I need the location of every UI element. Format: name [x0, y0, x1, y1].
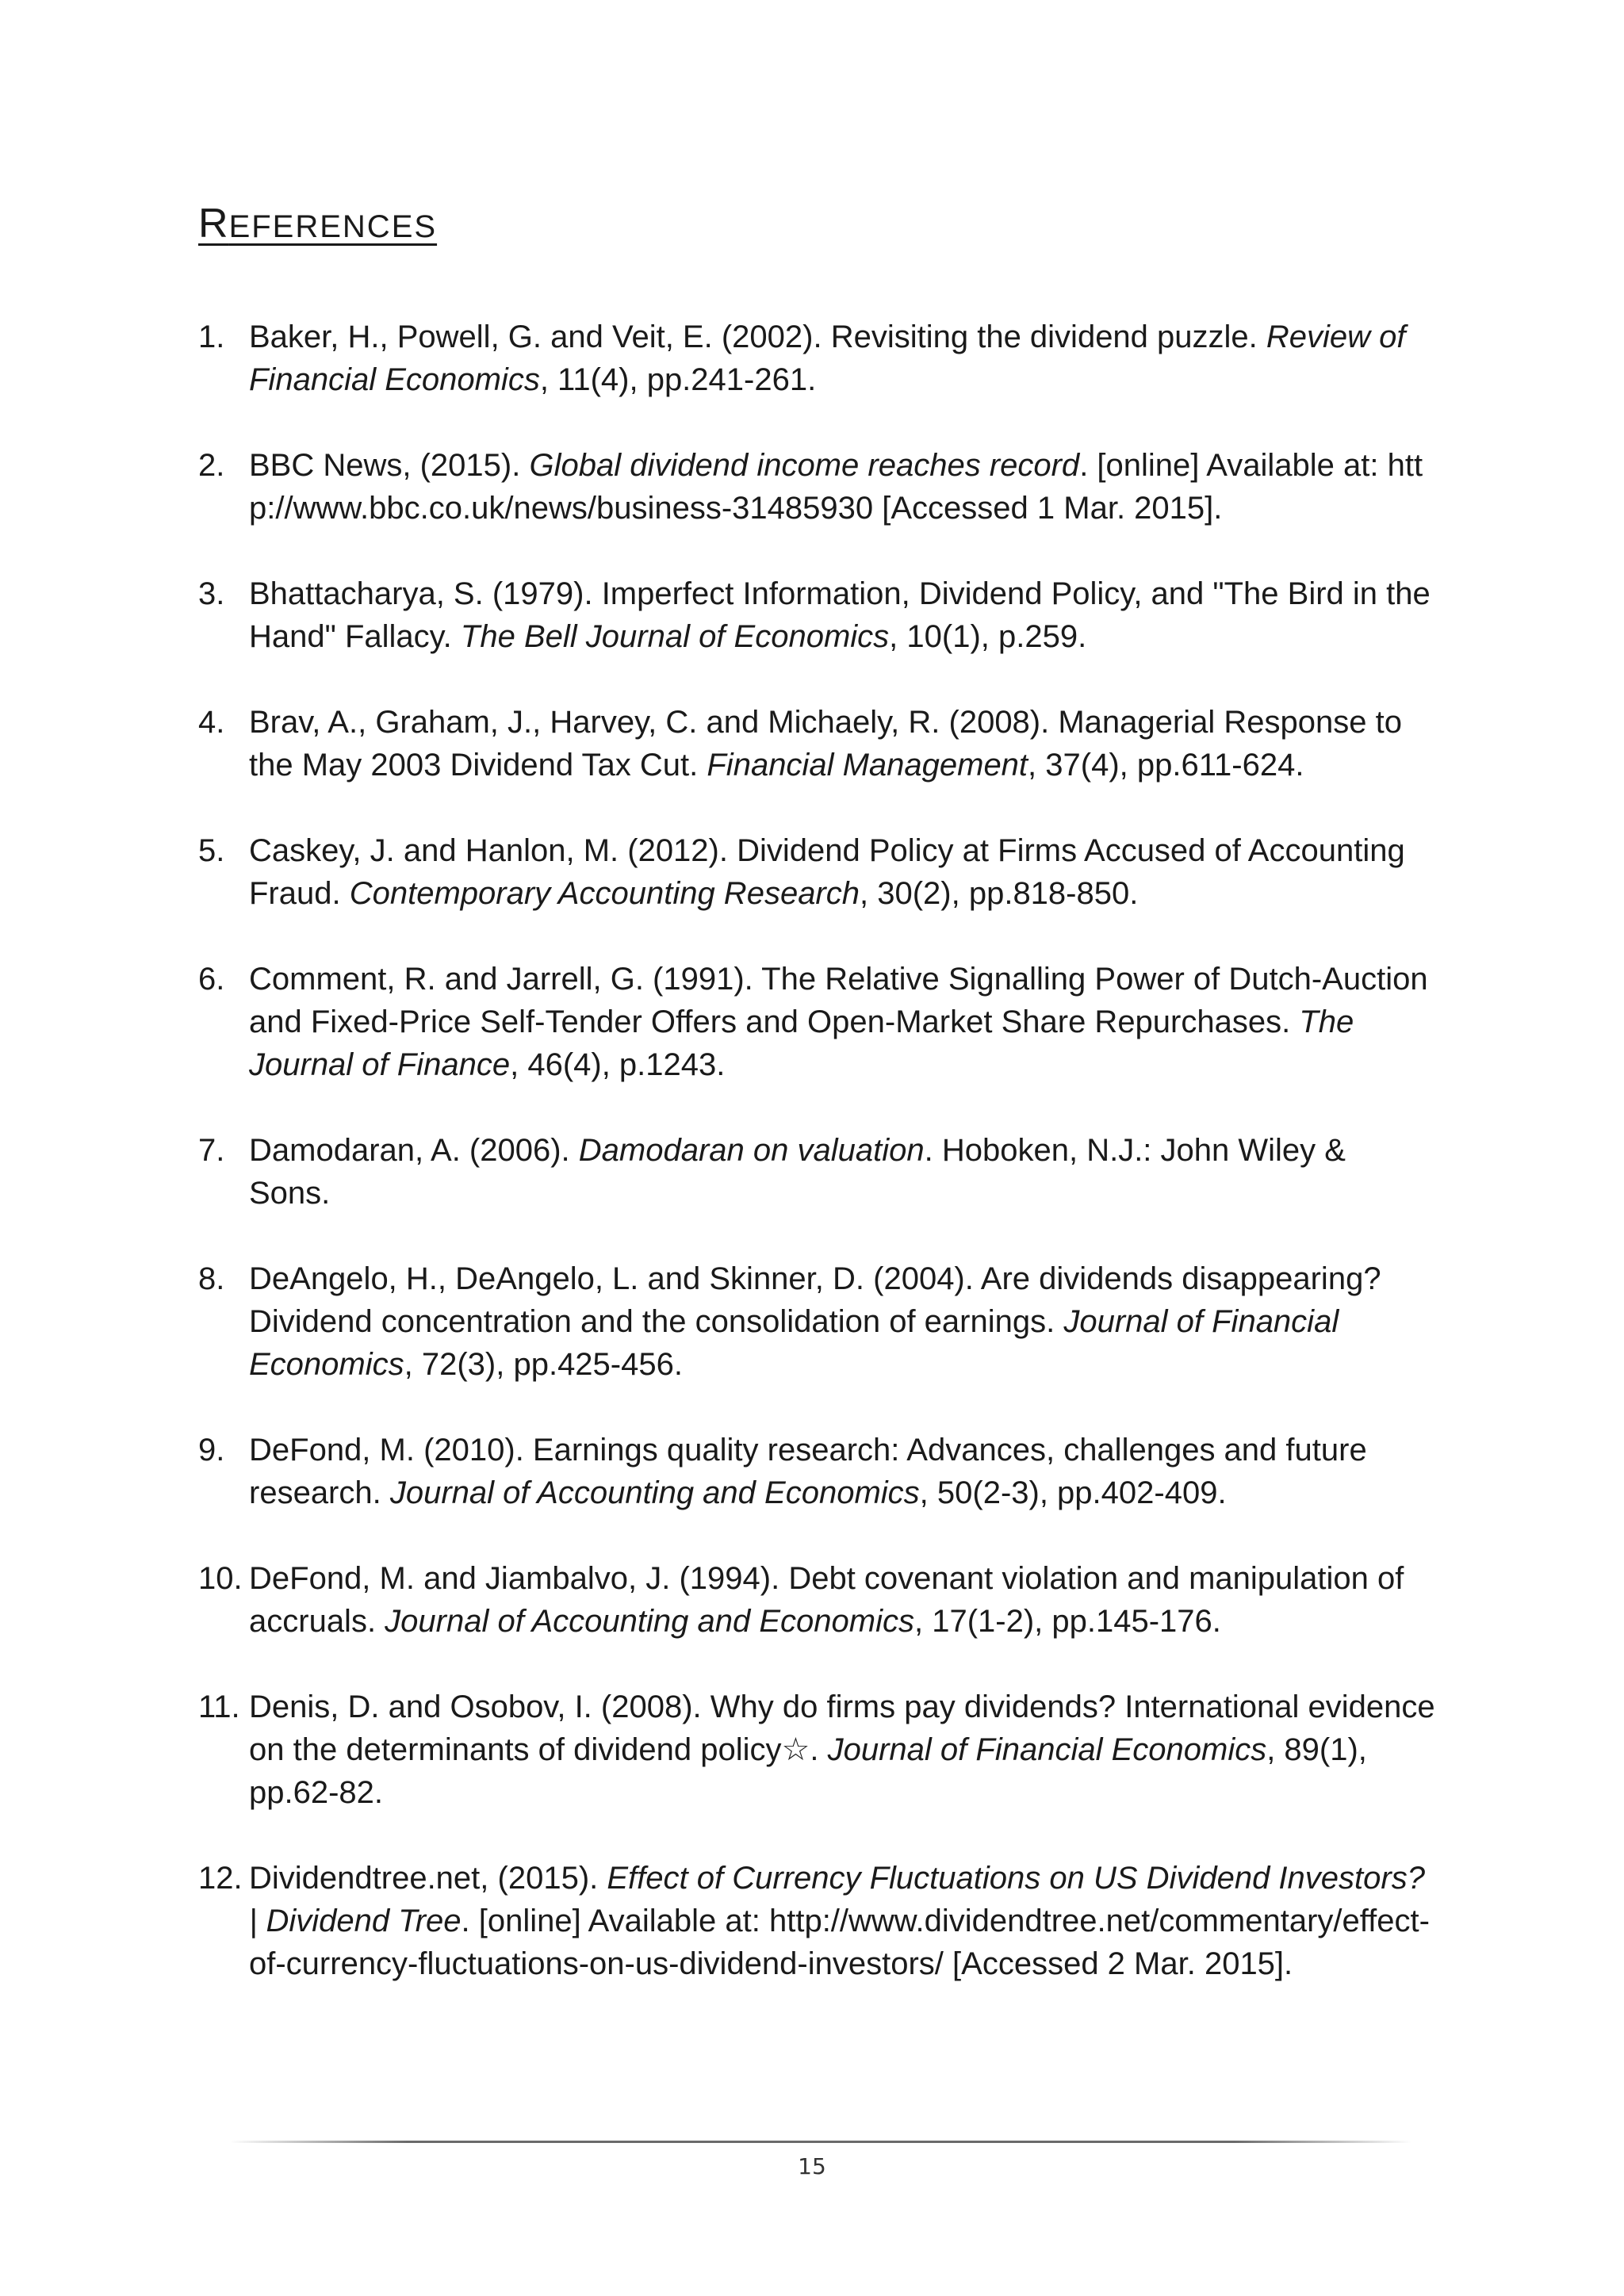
- reference-text: , 46(4), p.1243.: [510, 1047, 726, 1082]
- reference-source-title: Effect of Currency Fluctuations on US Dividend Investors? | Dividend Tree: [249, 1861, 1425, 1938]
- reference-source-title: The Journal of Finance: [249, 1004, 1354, 1082]
- page-number: 15: [798, 2153, 826, 2179]
- references-heading: [198, 200, 437, 251]
- reference-number: 7.: [198, 1133, 225, 1168]
- reference-source-title: Review of Financial Economics: [249, 320, 1406, 397]
- reference-source-title: Journal of Financial Economics: [827, 1732, 1267, 1767]
- reference-source-title: Journal of Financial Economics: [249, 1304, 1339, 1382]
- reference-number: 5.: [198, 833, 225, 868]
- reference-text: . [online] Available at:: [461, 1904, 769, 1938]
- reference-text: , 72(3), pp.425-456.: [404, 1347, 683, 1382]
- reference-text: [Accessed 2 Mar. 2015].: [943, 1946, 1293, 1981]
- reference-text: Denis, D. and Osobov, I. (2008). Why do firms pay dividends? International evidence on the determinants of dividend policy☆.: [249, 1689, 1435, 1767]
- reference-text: , 11(4), pp.241-261.: [539, 362, 817, 397]
- reference-number: 10.: [198, 1561, 243, 1596]
- reference-text: DeFond, M. (2010). Earnings quality research: Advances, challenges and future research.: [249, 1433, 1367, 1510]
- reference-number: 12.: [198, 1861, 243, 1896]
- reference-item: [198, 829, 1435, 915]
- reference-item: [198, 316, 1435, 401]
- reference-item: [198, 958, 1435, 1086]
- reference-text: , 89(1), pp.62-82.: [249, 1732, 1367, 1810]
- reference-text: . Hoboken, N.J.: John Wiley & Sons.: [249, 1133, 1346, 1211]
- reference-number: 6.: [198, 962, 225, 997]
- reference-number: 2.: [198, 448, 225, 483]
- reference-item: [198, 1686, 1435, 1814]
- reference-text: , 17(1-2), pp.145-176.: [914, 1604, 1221, 1639]
- reference-text: . [online] Available at:: [1079, 448, 1388, 483]
- reference-url: http://www.bbc.co.uk/news/business-31485930: [249, 448, 1423, 526]
- reference-number: 4.: [198, 705, 225, 740]
- reference-list: [198, 316, 1435, 2028]
- reference-text: Caskey, J. and Hanlon, M. (2012). Dividend Policy at Firms Accused of Accounting Fraud.: [249, 833, 1405, 911]
- reference-number: 3.: [198, 576, 225, 611]
- reference-source-title: Journal of Accounting and Economics: [389, 1475, 920, 1510]
- reference-text: , 30(2), pp.818-850.: [860, 876, 1139, 911]
- reference-source-title: The Bell Journal of Economics: [460, 619, 890, 654]
- reference-text: , 10(1), p.259.: [889, 619, 1087, 654]
- heading-initial: R: [198, 201, 229, 247]
- reference-number: 9.: [198, 1433, 225, 1468]
- reference-url: http://www.dividendtree.net/commentary/effect-of-currency-fluctuations-on-us-dividend-investors/: [249, 1904, 1430, 1981]
- reference-item: [198, 1557, 1435, 1643]
- reference-item: [198, 572, 1435, 658]
- reference-text: DeFond, M. and Jiambalvo, J. (1994). Debt covenant violation and manipulation of accruals.: [249, 1561, 1404, 1639]
- reference-source-title: Financial Management: [707, 748, 1028, 783]
- reference-text: DeAngelo, H., DeAngelo, L. and Skinner, D. (2004). Are dividends disappearing? Dividend concentration and the consolidation of earnings.: [249, 1261, 1381, 1339]
- reference-text: Brav, A., Graham, J., Harvey, C. and Michaely, R. (2008). Managerial Response to the May 2003 Dividend Tax Cut.: [249, 705, 1402, 783]
- reference-text: , 37(4), pp.611-624.: [1028, 748, 1304, 783]
- reference-item: [198, 1257, 1435, 1386]
- reference-text: BBC News, (2015).: [249, 448, 530, 483]
- heading-rest: EFERENCES: [228, 209, 438, 244]
- reference-item: [198, 444, 1435, 530]
- reference-text: [Accessed 1 Mar. 2015].: [873, 491, 1223, 526]
- reference-text: Bhattacharya, S. (1979). Imperfect Information, Dividend Policy, and "The Bird in the Hand" Fallacy.: [249, 576, 1431, 654]
- reference-text: , 50(2-3), pp.402-409.: [919, 1475, 1227, 1510]
- reference-number: 11.: [198, 1689, 240, 1724]
- footer-divider: [230, 2141, 1411, 2143]
- reference-item: [198, 701, 1435, 786]
- reference-source-title: Journal of Accounting and Economics: [385, 1604, 914, 1639]
- reference-text: Damodaran, A. (2006).: [249, 1133, 579, 1168]
- reference-number: 8.: [198, 1261, 225, 1296]
- reference-text: Comment, R. and Jarrell, G. (1991). The Relative Signalling Power of Dutch-Auction and Fixed-Price Self-Tender Offers and Open-Market Share Repurchases.: [249, 962, 1428, 1039]
- reference-item: [198, 1857, 1435, 1985]
- reference-item: [198, 1429, 1435, 1514]
- reference-source-title: Contemporary Accounting Research: [349, 876, 860, 911]
- reference-number: 1.: [198, 320, 225, 354]
- reference-text: Dividendtree.net, (2015).: [249, 1861, 607, 1896]
- reference-text: Baker, H., Powell, G. and Veit, E. (2002). Revisiting the dividend puzzle.: [249, 320, 1266, 354]
- reference-source-title: Damodaran on valuation: [578, 1133, 925, 1168]
- reference-source-title: Global dividend income reaches record: [529, 448, 1080, 483]
- reference-item: [198, 1129, 1435, 1215]
